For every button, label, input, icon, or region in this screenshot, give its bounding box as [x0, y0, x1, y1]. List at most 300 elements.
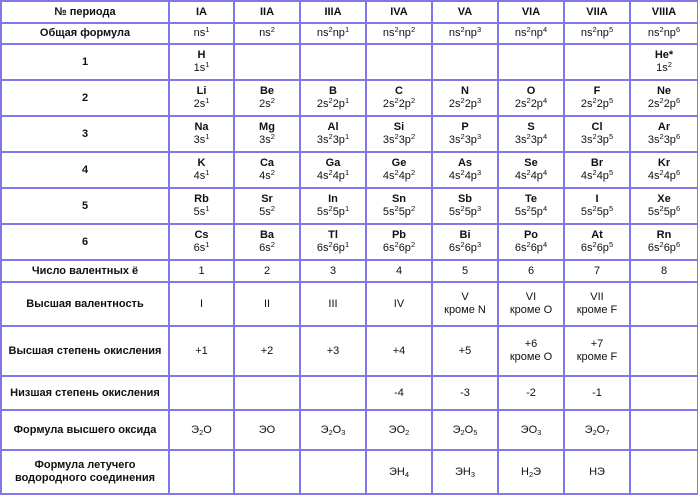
element-cell	[169, 44, 234, 80]
element-symbol: S	[527, 121, 535, 133]
formula-part: 2	[460, 96, 465, 105]
formula-part: np	[663, 27, 676, 39]
formula-part: 2	[270, 168, 275, 177]
formula-part: 2	[263, 264, 271, 277]
element-cell	[432, 152, 498, 188]
empty-cell	[234, 450, 300, 494]
formula-part: 2s	[514, 98, 527, 110]
element-symbol: B	[329, 85, 337, 97]
formula-part: ns	[382, 27, 395, 39]
formula-part: 3p	[398, 134, 411, 146]
electron-configuration	[631, 98, 697, 111]
formula-part: 2p	[530, 98, 543, 110]
electron-configuration	[499, 170, 563, 183]
electron-configuration	[631, 134, 697, 147]
element-cell	[300, 116, 366, 152]
element-cell	[630, 188, 698, 224]
electron-configuration	[235, 170, 299, 183]
electron-configuration	[565, 170, 629, 183]
formula-part: 1	[205, 96, 210, 105]
empty-cell	[300, 450, 366, 494]
element-symbol: Te	[524, 193, 538, 205]
formula-part: 5	[608, 132, 614, 141]
formula-part: 5	[608, 168, 614, 177]
formula-part: 3p	[663, 134, 676, 146]
formula-part: 3	[476, 204, 482, 213]
group-header: VIIA	[564, 1, 630, 23]
formula-part: 3s	[647, 134, 660, 146]
formula-part: 3s	[580, 134, 593, 146]
formula-part: ns	[580, 27, 593, 39]
element-cell	[432, 116, 498, 152]
element-symbol: Sn	[391, 193, 407, 205]
formula-part: 4p	[332, 170, 345, 182]
formula-part: 5s	[514, 206, 527, 218]
formula-part: 1	[205, 25, 210, 34]
formula-part: 2s	[259, 98, 271, 110]
general-formula-cell	[630, 23, 698, 44]
electron-configuration	[631, 242, 697, 255]
element-cell	[300, 80, 366, 116]
formula-part: ЭH	[388, 465, 405, 478]
formula-part: 3	[537, 427, 542, 437]
group-header: VIIIA	[630, 1, 698, 23]
element-symbol: Rn	[656, 229, 672, 241]
element-symbol: Sb	[457, 193, 473, 205]
property-label-min-oxidation: Низшая степень окисления	[1, 376, 169, 410]
electron-configuration	[565, 134, 629, 147]
element-symbol: Pb	[391, 229, 407, 241]
formula-part: 3	[476, 240, 482, 249]
formula-part: Э	[452, 423, 461, 436]
formula-part: 1	[344, 168, 350, 177]
element-cell	[630, 224, 698, 260]
electron-configuration	[499, 134, 563, 147]
formula-part: 5s	[448, 206, 461, 218]
element-symbol: In	[328, 193, 338, 205]
formula-part: 2	[667, 60, 672, 69]
element-symbol: C	[395, 85, 403, 97]
element-symbol: N	[461, 85, 469, 97]
element-cell	[300, 224, 366, 260]
electron-configuration	[433, 206, 497, 219]
element-symbol: Se	[524, 157, 538, 169]
element-cell	[498, 152, 564, 188]
formula-part: VII	[590, 291, 604, 303]
element-cell	[630, 116, 698, 152]
element-cell	[564, 80, 630, 116]
formula-part: -3	[460, 386, 470, 399]
formula-part: 1	[344, 132, 350, 141]
electron-configuration	[170, 170, 233, 183]
empty-cell	[300, 376, 366, 410]
element-symbol: Na	[194, 121, 209, 133]
property-label-max-oxidation: Высшая степень окисления	[1, 326, 169, 376]
formula-part: 2	[270, 204, 275, 213]
formula-part: +3	[326, 344, 340, 357]
formula-part: 3s	[193, 134, 206, 146]
formula-part: 2	[410, 132, 416, 141]
property-value	[432, 260, 498, 282]
property-value	[432, 282, 498, 326]
element-cell	[234, 80, 300, 116]
formula-part: 2p	[464, 98, 477, 110]
element-cell	[432, 188, 498, 224]
formula-part: 2	[592, 132, 597, 141]
formula-part: 2	[526, 204, 531, 213]
empty-cell	[630, 450, 698, 494]
formula-part: 2p	[596, 98, 609, 110]
formula-part: HЭ	[589, 465, 605, 478]
group-header: VA	[432, 1, 498, 23]
electron-configuration	[301, 98, 365, 111]
formula-part: 4p	[596, 170, 609, 182]
electron-configuration	[170, 134, 233, 147]
element-symbol: Ca	[259, 157, 275, 169]
formula-part: 4s	[647, 170, 660, 182]
formula-part: 2	[394, 168, 399, 177]
formula-part: кроме F	[576, 351, 618, 363]
element-cell	[564, 152, 630, 188]
formula-part: 4	[395, 264, 403, 277]
formula-part: -2	[526, 386, 536, 399]
formula-part: 3	[476, 168, 482, 177]
property-value	[498, 282, 564, 326]
electron-configuration	[499, 98, 563, 111]
group-header: IA	[169, 1, 234, 23]
element-cell	[169, 116, 234, 152]
property-value	[300, 282, 366, 326]
element-symbol: Rb	[194, 193, 209, 205]
formula-part: 2	[460, 427, 465, 437]
formula-part: кроме N	[444, 304, 486, 316]
formula-part: 5p	[332, 206, 345, 218]
formula-part: 2	[592, 25, 597, 34]
element-cell	[564, 224, 630, 260]
element-cell	[366, 116, 432, 152]
formula-part: 5p	[596, 206, 609, 218]
formula-part: 2	[592, 240, 597, 249]
element-cell	[498, 188, 564, 224]
formula-part: 5p	[398, 206, 411, 218]
formula-part: 1	[205, 204, 210, 213]
formula-part: 2	[659, 240, 664, 249]
formula-part: 2	[328, 25, 333, 34]
formula-part: O	[332, 423, 342, 436]
formula-part: ЭO	[258, 423, 276, 436]
period-header: № периода	[1, 1, 169, 23]
formula-part: 6	[675, 168, 681, 177]
element-symbol: I	[595, 193, 599, 205]
formula-part: 2	[528, 469, 534, 479]
element-cell	[234, 188, 300, 224]
formula-part: -4	[394, 386, 404, 399]
formula-part: 2	[526, 25, 531, 34]
property-value	[432, 326, 498, 376]
formula-part: 6s	[514, 242, 527, 254]
formula-part: III	[328, 297, 338, 310]
element-symbol: Ge	[391, 157, 407, 169]
formula-part: 1	[344, 96, 350, 105]
electron-configuration	[367, 206, 431, 219]
formula-part: 1	[344, 25, 350, 34]
electron-configuration	[631, 62, 697, 75]
property-value	[498, 260, 564, 282]
property-value	[498, 376, 564, 410]
period-number: 3	[1, 116, 169, 152]
formula-part: V	[461, 291, 469, 303]
empty-cell	[630, 282, 698, 326]
formula-part: 1	[205, 168, 210, 177]
electron-configuration	[301, 206, 365, 219]
formula-part: np	[398, 27, 411, 39]
formula-part: 2	[526, 132, 531, 141]
element-symbol: Si	[393, 121, 405, 133]
formula-part: 3s	[448, 134, 461, 146]
property-value	[300, 326, 366, 376]
electron-configuration	[433, 242, 497, 255]
element-symbol: Cs	[194, 229, 209, 241]
formula-part: ns	[316, 27, 329, 39]
property-value	[432, 376, 498, 410]
formula-part: 2s	[580, 98, 593, 110]
formula-part: 6p	[464, 242, 477, 254]
property-value	[169, 410, 234, 450]
formula-part: 1	[205, 240, 210, 249]
formula-part: 6s	[448, 242, 461, 254]
element-cell	[498, 116, 564, 152]
formula-part: 2p	[332, 98, 345, 110]
element-cell	[366, 224, 432, 260]
formula-part: 2	[328, 96, 333, 105]
element-cell	[432, 80, 498, 116]
element-symbol: O	[526, 85, 536, 97]
electron-configuration	[301, 170, 365, 183]
formula-part: 3s	[316, 134, 329, 146]
formula-part: 1	[205, 60, 210, 69]
element-symbol: Sr	[261, 193, 273, 205]
formula-part: ЭO	[520, 423, 538, 436]
formula-part: +5	[458, 344, 472, 357]
formula-part: 4s	[193, 170, 206, 182]
formula-part: 4	[404, 469, 410, 479]
formula-part: O	[464, 423, 474, 436]
formula-part: 5s	[382, 206, 395, 218]
electron-configuration	[631, 170, 697, 183]
formula-part: 2	[410, 25, 416, 34]
formula-part: 2	[460, 168, 465, 177]
formula-part: 2	[410, 240, 416, 249]
formula-part: 1	[344, 204, 350, 213]
general-formula-label: Общая формула	[1, 23, 169, 44]
formula-part: 3	[341, 427, 346, 437]
formula-part: 2	[659, 168, 664, 177]
formula-part: 6s	[580, 242, 593, 254]
formula-part: 2	[460, 25, 465, 34]
formula-part: 4	[542, 204, 548, 213]
empty-cell	[432, 44, 498, 80]
formula-part: 2	[526, 96, 531, 105]
formula-part: 2	[659, 96, 664, 105]
formula-part: 2	[460, 132, 465, 141]
formula-part: 3p	[596, 134, 609, 146]
formula-part: 4	[542, 25, 548, 34]
property-label-valence-electrons: Число валентных ё	[1, 260, 169, 282]
formula-part: O	[203, 423, 212, 436]
electron-configuration	[433, 134, 497, 147]
formula-part: +4	[392, 344, 406, 357]
formula-part: VI	[525, 291, 537, 303]
property-value	[564, 282, 630, 326]
formula-part: 5s	[259, 206, 271, 218]
element-cell	[564, 188, 630, 224]
formula-part: 2	[659, 204, 664, 213]
element-cell	[169, 152, 234, 188]
electron-configuration	[367, 98, 431, 111]
formula-part: 2	[460, 240, 465, 249]
electron-configuration	[367, 134, 431, 147]
formula-part: -1	[592, 386, 602, 399]
formula-part: np	[530, 27, 543, 39]
formula-part: +7	[590, 338, 604, 350]
element-cell	[498, 80, 564, 116]
formula-part: 7	[605, 427, 610, 437]
electron-configuration	[433, 98, 497, 111]
formula-part: +2	[260, 344, 274, 357]
property-value	[234, 260, 300, 282]
formula-part: +6	[524, 338, 538, 350]
formula-part: 2	[328, 240, 333, 249]
element-cell	[366, 188, 432, 224]
element-cell	[234, 224, 300, 260]
formula-part: 2	[328, 204, 333, 213]
formula-part: 5p	[464, 206, 477, 218]
element-symbol: Bi	[459, 229, 471, 241]
property-value	[366, 326, 432, 376]
formula-part: Э	[191, 423, 200, 436]
formula-part: кроме O	[509, 351, 553, 363]
formula-part: ns	[259, 27, 271, 39]
formula-part: 2s	[448, 98, 461, 110]
element-cell	[630, 152, 698, 188]
general-formula-cell	[169, 23, 234, 44]
formula-part: 1	[344, 240, 350, 249]
property-value	[169, 282, 234, 326]
formula-part: O	[596, 423, 606, 436]
electron-configuration	[565, 206, 629, 219]
formula-part: 5	[461, 264, 469, 277]
formula-part: 4p	[398, 170, 411, 182]
formula-part: 3p	[332, 134, 345, 146]
group-header: IVA	[366, 1, 432, 23]
formula-part: 8	[660, 264, 668, 277]
empty-cell	[630, 326, 698, 376]
element-symbol: H	[197, 49, 206, 61]
general-formula-cell	[564, 23, 630, 44]
element-symbol: Br	[590, 157, 604, 169]
electron-configuration	[170, 98, 233, 111]
formula-part: I	[199, 297, 204, 310]
general-formula-cell	[498, 23, 564, 44]
formula-part: 2	[394, 132, 399, 141]
property-value	[169, 326, 234, 376]
element-cell	[366, 80, 432, 116]
formula-part: 5s	[193, 206, 206, 218]
property-value	[366, 282, 432, 326]
formula-part: 2	[659, 25, 664, 34]
property-label-volatile-hydrogen: Формула летучего водородного соединения	[1, 450, 169, 494]
empty-cell	[366, 44, 432, 80]
electron-configuration	[170, 62, 233, 75]
empty-cell	[169, 450, 234, 494]
formula-part: 3	[470, 469, 476, 479]
formula-part: 4s	[448, 170, 461, 182]
formula-part: 6	[527, 264, 535, 277]
formula-part: 5p	[530, 206, 543, 218]
element-symbol: Kr	[657, 157, 671, 169]
formula-part: 6s	[259, 242, 271, 254]
property-value	[366, 376, 432, 410]
period-number: 1	[1, 44, 169, 80]
period-number: 4	[1, 152, 169, 188]
element-symbol: Be	[259, 85, 275, 97]
period-number: 6	[1, 224, 169, 260]
formula-part: IV	[393, 297, 405, 310]
formula-part: 2	[410, 96, 416, 105]
element-symbol: Li	[196, 85, 207, 97]
element-cell	[630, 80, 698, 116]
formula-part: 2	[394, 96, 399, 105]
formula-part: 2	[592, 96, 597, 105]
property-value	[564, 260, 630, 282]
formula-part: 3s	[514, 134, 527, 146]
formula-part: 6p	[398, 242, 411, 254]
empty-cell	[630, 376, 698, 410]
formula-part: 2	[592, 204, 597, 213]
formula-part: 2	[405, 427, 410, 437]
formula-part: 5	[608, 96, 614, 105]
property-value	[564, 376, 630, 410]
formula-part: 2s	[647, 98, 660, 110]
formula-part: 4s	[316, 170, 329, 182]
element-symbol: Cl	[591, 121, 603, 133]
property-value	[498, 326, 564, 376]
formula-part: np	[464, 27, 477, 39]
formula-part: np	[332, 27, 345, 39]
formula-part: 5s	[316, 206, 329, 218]
formula-part: ЭH	[454, 465, 471, 478]
formula-part: 2s	[316, 98, 329, 110]
element-cell	[300, 152, 366, 188]
formula-part: 2	[394, 204, 399, 213]
period-number: 2	[1, 80, 169, 116]
property-label-higher-oxide: Формула высшего оксида	[1, 410, 169, 450]
element-symbol: F	[593, 85, 601, 97]
formula-part: 6p	[596, 242, 609, 254]
formula-part: 2	[328, 168, 333, 177]
electron-configuration	[367, 170, 431, 183]
property-value	[564, 450, 630, 494]
element-symbol: At	[591, 229, 603, 241]
property-value	[366, 260, 432, 282]
formula-part: ns	[647, 27, 660, 39]
formula-part: 6s	[382, 242, 395, 254]
property-value	[300, 410, 366, 450]
formula-part: 4s	[514, 170, 527, 182]
element-symbol: Xe	[657, 193, 671, 205]
formula-part: 3	[476, 96, 482, 105]
element-cell	[169, 188, 234, 224]
